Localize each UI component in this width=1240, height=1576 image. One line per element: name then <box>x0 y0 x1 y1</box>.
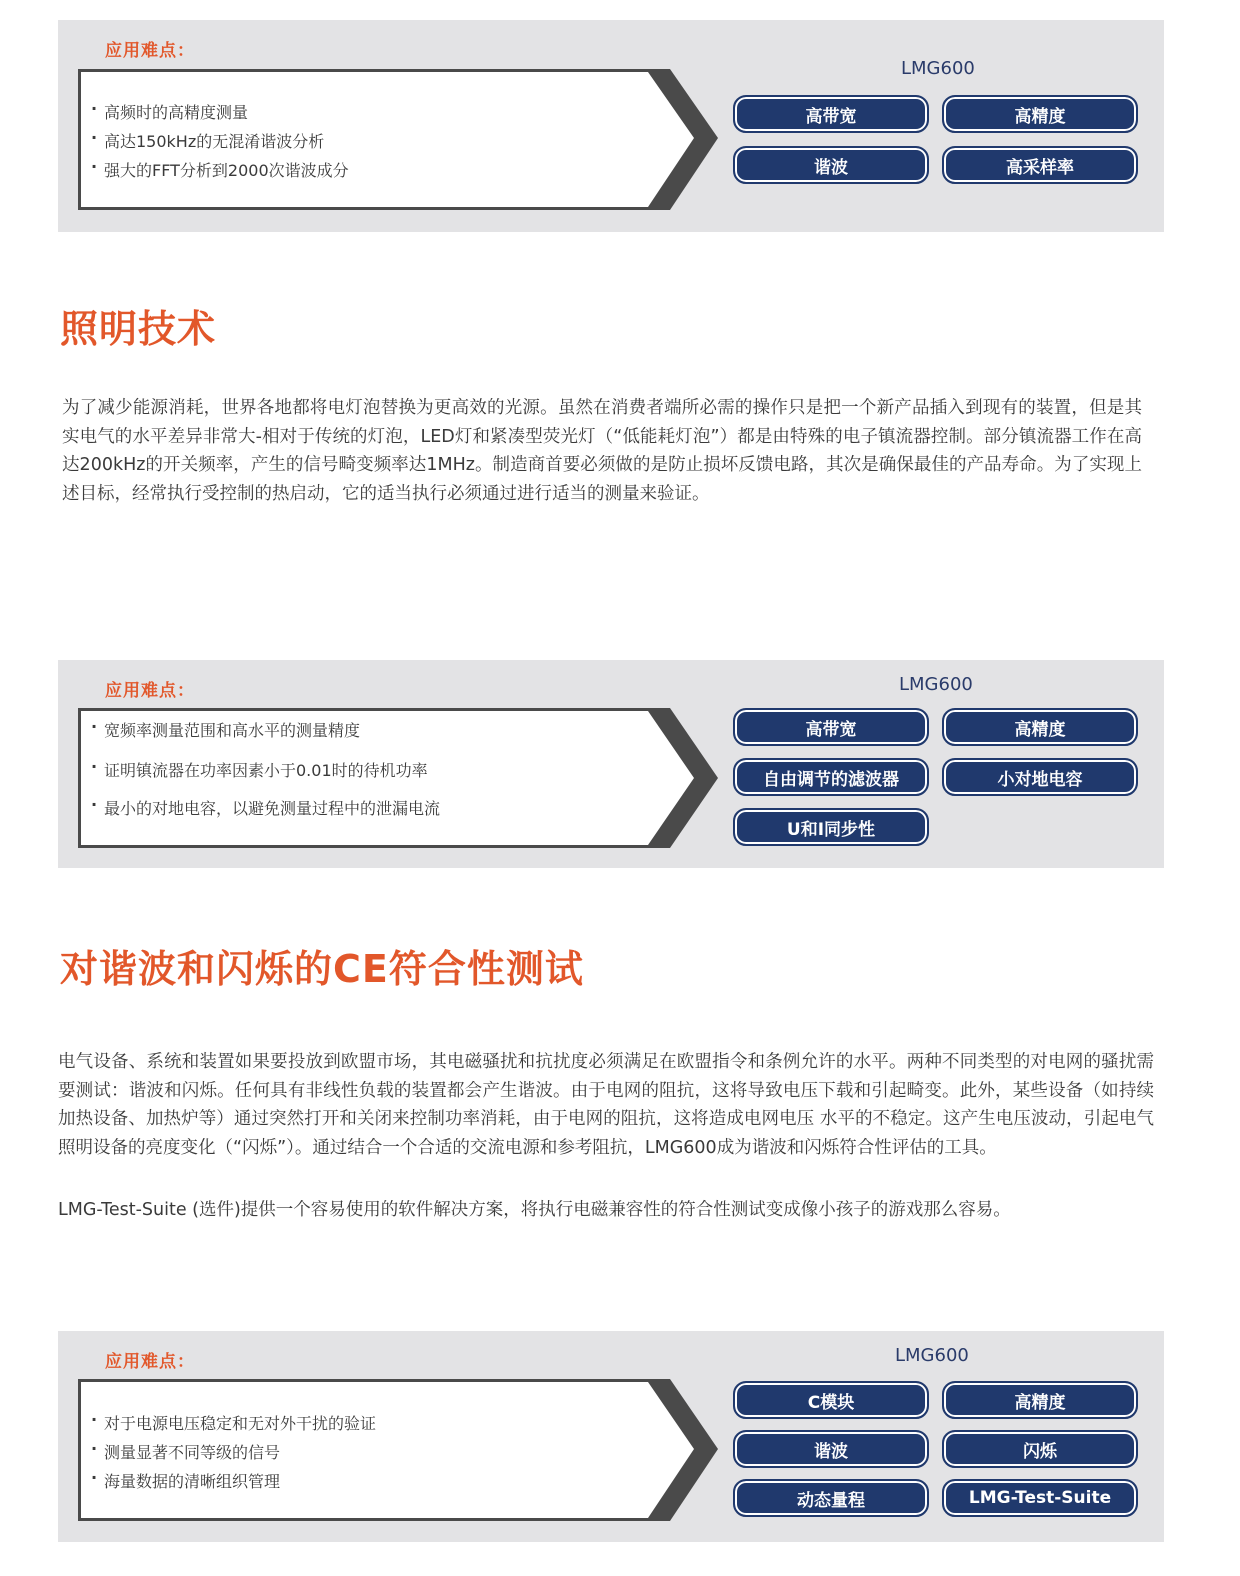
feature-button-high-bandwidth[interactable]: 高带宽 <box>733 708 929 746</box>
model-name: LMG600 <box>899 674 973 695</box>
challenge-list <box>91 1411 376 1498</box>
model-name: LMG600 <box>901 58 975 79</box>
challenge-item: · 测量显著不同等级的信号 <box>91 1440 376 1469</box>
feature-button-dynamic-range[interactable]: 动态量程 <box>733 1479 929 1517</box>
feature-button-ui-synchronization[interactable]: U和I同步性 <box>733 808 929 846</box>
challenge-item: · 宽频率测量范围和高水平的测量精度 <box>91 718 440 758</box>
feature-button-flicker[interactable]: 闪烁 <box>942 1430 1138 1468</box>
feature-button-c-module[interactable]: C模块 <box>733 1381 929 1419</box>
challenge-item: · 证明镇流器在功率因素小于0.01时的待机功率 <box>91 758 440 796</box>
section-paragraph: 为了减少能源消耗，世界各地都将电灯泡替换为更高效的光源。虽然在消费者端所必需的操作只是把一个新产品插入到现有的装置，但是其实电气的水平差异非常大-相对于传统的灯泡，LED灯和紧凑型荧光灯（“低能耗灯泡”）都是由特殊的电子镇流器控制。部分镇流器工作在高达200kHz的开关频率，产生的信号畸变频率达1MHz。制造商首要必须做的是防止损坏反馈电路，其次是确保最佳的产品寿命。为了实现上述目标，经常执行受控制的热启动，它的适当执行必须通过进行适当的测量来验证。 <box>62 398 1142 504</box>
challenge-item: · 高达150kHz的无混淆谐波分析 <box>91 129 349 158</box>
feature-button-harmonics[interactable]: 谐波 <box>733 1430 929 1468</box>
feature-button-high-accuracy[interactable]: 高精度 <box>942 95 1138 133</box>
section-paragraph: LMG-Test-Suite (选件)提供一个容易使用的软件解决方案，将执行电磁兼容性的符合性测试变成像小孩子的游戏那么容易。 <box>58 1200 1011 1220</box>
challenge-panel-3 <box>58 1331 1164 1542</box>
panel-title: 应用难点： <box>105 1352 195 1372</box>
section-heading-ce-compliance: 对谐波和闪烁的CE符合性测试 <box>60 947 584 991</box>
challenge-panel-2 <box>58 660 1164 868</box>
challenge-item: · 最小的对地电容，以避免测量过程中的泄漏电流 <box>91 796 440 826</box>
panel-title: 应用难点： <box>105 41 195 61</box>
model-name: LMG600 <box>895 1345 969 1366</box>
challenge-list <box>91 100 349 187</box>
section-paragraph: 电气设备、系统和装置如果要投放到欧盟市场，其电磁骚扰和抗扰度必须满足在欧盟指令和条例允许的水平。两种不同类型的对电网的骚扰需要测试：谐波和闪烁。任何具有非线性负载的装置都会产生谐波。由于电网的阻抗，这将导致电压下载和引起畸变。此外，某些设备（如持续加热设备、加热炉等）通过突然打开和关闭来控制功率消耗，由于电网的阻抗，这将造成电网电压 水平的不稳定。这产生电压波动，引起电气照明设备的亮度变化（“闪烁”）。通过结合一个合适的交流电源和参考阻抗，LMG600成为谐波和闪烁符合性评估的工具。 <box>58 1052 1154 1158</box>
challenge-list <box>91 718 440 826</box>
panel-title: 应用难点： <box>105 681 195 701</box>
feature-button-high-accuracy[interactable]: 高精度 <box>942 1381 1138 1419</box>
feature-button-high-bandwidth[interactable]: 高带宽 <box>733 95 929 133</box>
challenge-panel-1 <box>58 20 1164 232</box>
challenge-item: · 海量数据的清晰组织管理 <box>91 1469 376 1498</box>
challenge-item: · 强大的FFT分析到2000次谐波成分 <box>91 158 349 187</box>
challenge-item: · 高频时的高精度测量 <box>91 100 349 129</box>
feature-button-harmonics[interactable]: 谐波 <box>733 146 929 184</box>
feature-button-low-ground-capacitance[interactable]: 小对地电容 <box>942 758 1138 796</box>
feature-button-adjustable-filter[interactable]: 自由调节的滤波器 <box>733 758 929 796</box>
feature-button-high-sampling-rate[interactable]: 高采样率 <box>942 146 1138 184</box>
section-heading-lighting: 照明技术 <box>60 307 217 351</box>
challenge-item: · 对于电源电压稳定和无对外干扰的验证 <box>91 1411 376 1440</box>
feature-button-lmg-test-suite[interactable]: LMG-Test-Suite <box>942 1479 1138 1517</box>
feature-button-high-accuracy[interactable]: 高精度 <box>942 708 1138 746</box>
